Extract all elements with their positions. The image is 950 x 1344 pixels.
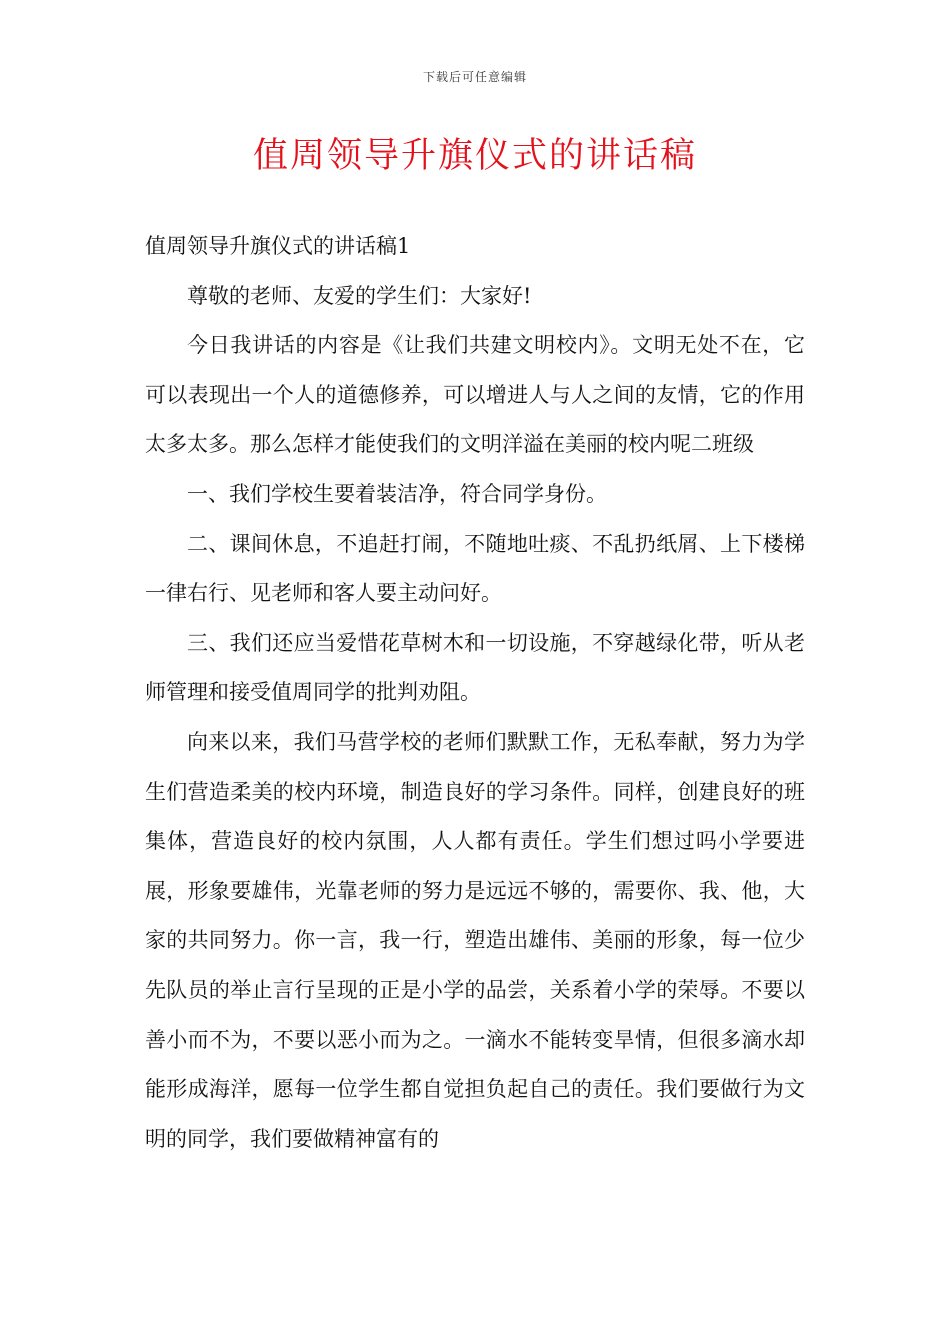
header-note: 下载后可任意编辑	[422, 70, 527, 84]
paragraph-greeting: 尊敬的老师、友爱的学生们：大家好!	[187, 283, 532, 308]
paragraph-intro: 今日我讲话的内容是《让我们共建文明校内》。文明无处不在，它可以表现出一个人的道德修养，可以增进人与人之间的友情，它的作用太多太多。那么怎样才能使我们的文明洋溢在美丽的校内呢二班级	[145, 333, 805, 457]
document-body	[145, 222, 805, 1164]
paragraph-point-two: 二、课间休息，不追赶打闹，不随地吐痰、不乱扔纸屑、上下楼梯一律右行、见老师和客人要主动问好。	[145, 531, 805, 606]
document-title: 值周领导升旗仪式的讲话稿	[252, 136, 697, 176]
section-heading: 值周领导升旗仪式的讲话稿1	[145, 234, 411, 258]
paragraph-point-one: 一、我们学校生要着装洁净，符合同学身份。	[187, 481, 607, 506]
paragraph-body: 向来以来，我们马营学校的老师们默默工作，无私奉献，努力为学生们营造柔美的校内环境，制造良好的学习条件。同样，创建良好的班集体，营造良好的校内氛围，人人都有责任。学生们想过吗小学要进展，形象要雄伟，光靠老师的努力是远远不够的，需要你、我、他，大家的共同努力。你一言，我一行，塑造出雄伟、美丽的形象，每一位少先队员的举止言行呈现的正是小学的品尝，关系着小学的荣辱。不要以善小而不为，不要以恶小而为之。一滴水不能转变旱情，但很多滴水却能形成海洋，愿每一位学生都自觉担负起自己的责任。我们要做行为文明的同学，我们要做精神富有的	[145, 729, 805, 1151]
paragraph-point-three: 三、我们还应当爱惜花草树木和一切设施，不穿越绿化带，听从老师管理和接受值周同学的批判劝阻。	[145, 630, 805, 705]
